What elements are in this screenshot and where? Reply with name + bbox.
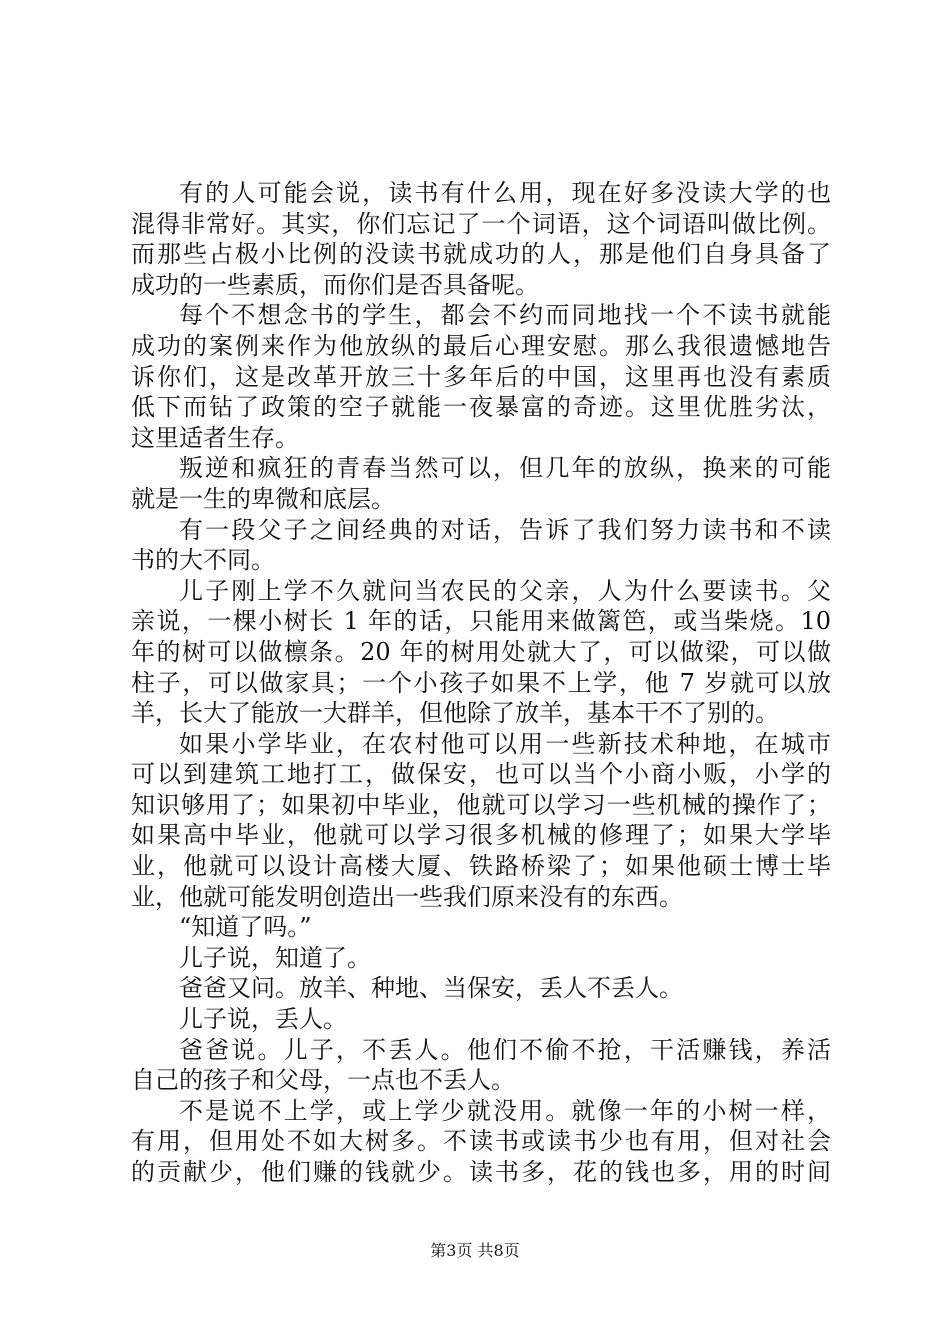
paragraph-line: 这里适者生存。 <box>131 423 299 452</box>
body-text <box>131 178 831 1188</box>
paragraph-line: “知道了吗。” <box>179 913 312 942</box>
paragraph-line: 的贡献少，他们赚的钱就少。读书多，花的钱也多，用的时间 <box>131 1158 831 1186</box>
paragraph-line: 有的人可能会说，读书有什么用，现在好多没读大学的也 <box>179 179 831 207</box>
paragraph-line: 可以到建筑工地打工，做保安，也可以当个小商小贩，小学的 <box>131 760 831 789</box>
paragraph-line: 书的大不同。 <box>131 546 275 575</box>
paragraph-line: 而那些占极小比例的没读书就成功的人，那是他们自身具备了 <box>131 240 831 269</box>
page-footer: 第3页 共8页 <box>430 1241 520 1260</box>
paragraph-line: 亲说，一棵小树长 1 年的话，只能用来做篱笆，或当柴烧。10 <box>131 607 831 636</box>
paragraph-line: 诉你们，这是改革开放三十多年后的中国，这里再也没有素质 <box>131 362 831 391</box>
paragraph-line: 柱子，可以做家具；一个小孩子如果不上学，他 7 岁就可以放 <box>131 668 831 697</box>
paragraph-line: 儿子说，丢人。 <box>179 1005 347 1034</box>
paragraph-line: 羊，长大了能放一大群羊，但他除了放羊，基本干不了别的。 <box>131 699 779 728</box>
paragraph-line: 年的树可以做檩条。20 年的树用处就大了，可以做梁，可以做 <box>131 637 831 666</box>
paragraph-line: 就是一生的卑微和底层。 <box>131 484 395 513</box>
paragraph-line: 混得非常好。其实，你们忘记了一个词语，这个词语叫做比例。 <box>131 209 831 238</box>
paragraph-line: 成功的案例来作为他放纵的最后心理安慰。那么我很遗憾地告 <box>131 331 831 360</box>
paragraph-line: 爸爸说。儿子，不丢人。他们不偷不抢，干活赚钱，养活 <box>179 1035 831 1064</box>
paragraph-line: 低下而钻了政策的空子就能一夜暴富的奇迹。这里优胜劣汰， <box>131 393 831 422</box>
paragraph-line: 自己的孩子和父母，一点也不丢人。 <box>131 1066 515 1095</box>
paragraph-line: 叛逆和疯狂的青春当然可以，但几年的放纵，换来的可能 <box>179 454 831 483</box>
paragraph-line: 成功的一些素质，而你们是否具备呢。 <box>131 270 539 299</box>
paragraph-line: 如果小学毕业，在农村他可以用一些新技术种地，在城市 <box>179 729 831 758</box>
paragraph-line: 不是说不上学，或上学少就没用。就像一年的小树一样， <box>179 1096 831 1125</box>
paragraph-line: 每个不想念书的学生，都会不约而同地找一个不读书就能 <box>179 301 831 330</box>
paragraph-line: 如果高中毕业，他就可以学习很多机械的修理了；如果大学毕 <box>131 821 831 850</box>
paragraph-line: 儿子刚上学不久就问当农民的父亲，人为什么要读书。父 <box>179 576 831 605</box>
paragraph-line: 爸爸又问。放羊、种地、当保安，丢人不丢人。 <box>179 974 683 1003</box>
paragraph-line: 有用，但用处不如大树多。不读书或读书少也有用，但对社会 <box>131 1127 831 1156</box>
paragraph-line: 业，他就可以设计高楼大厦、铁路桥梁了；如果他硕士博士毕 <box>131 852 831 881</box>
paragraph-line: 知识够用了；如果初中毕业，他就可以学习一些机械的操作了； <box>131 790 831 819</box>
paragraph-line: 有一段父子之间经典的对话，告诉了我们努力读书和不读 <box>179 515 831 544</box>
paragraph-line: 业，他就可能发明创造出一些我们原来没有的东西。 <box>131 882 683 911</box>
paragraph-line: 儿子说，知道了。 <box>179 943 371 972</box>
